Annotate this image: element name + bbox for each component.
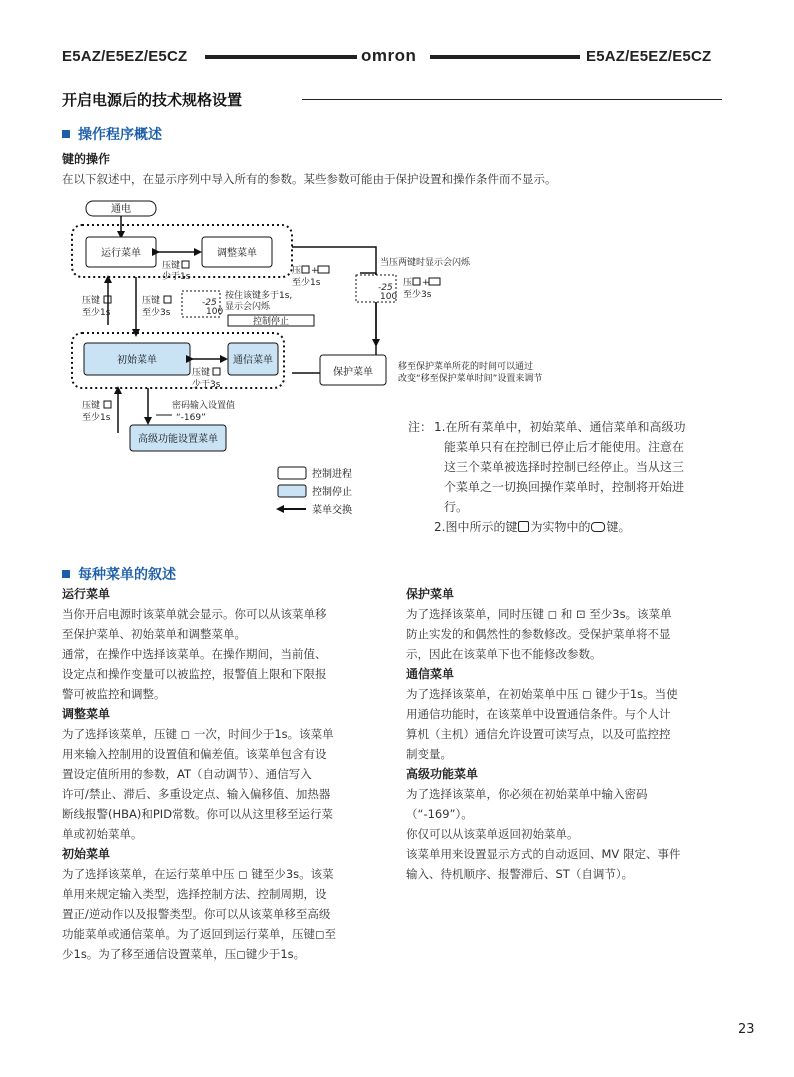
label-mid-b: 至少3s	[142, 308, 171, 318]
label-password-b: “-169”	[176, 413, 206, 423]
note-1-line: 这三个菜单被选择时控制已经停止。当从这三	[444, 460, 685, 474]
key-icon	[164, 296, 171, 303]
legend-stopped: 控制停止	[312, 487, 352, 498]
svg-text:+: +	[422, 278, 430, 288]
label-mid-a: 压键	[142, 296, 161, 306]
header-rule-left	[205, 55, 357, 59]
adjust-menu-label: 调整菜单	[217, 248, 257, 259]
section-title-rule	[302, 99, 722, 100]
run-menu-label: 运行菜单	[101, 248, 141, 259]
advanced-menu-label: 高级功能设置菜单	[138, 434, 218, 445]
label-bottom-b: 至少1s	[82, 413, 111, 423]
notes-block	[408, 417, 728, 537]
menu-desc-title: 调整菜单	[62, 707, 111, 721]
comm-menu-label: 通信菜单	[233, 355, 273, 366]
key-icon	[104, 401, 111, 408]
notes-label: 注：	[408, 420, 433, 434]
note-1-line: 个菜单之一切换回操作菜单时，控制将开始进	[444, 480, 685, 494]
label-press-less-1s-a: 压键	[162, 261, 181, 271]
menu-desc-title: 运行菜单	[62, 587, 111, 601]
legend-stopped-swatch	[278, 485, 306, 497]
legend-running-swatch	[278, 467, 306, 479]
menus-heading: 每种菜单的叙述	[62, 564, 176, 584]
menu-desc-title: 初始菜单	[62, 847, 111, 861]
overview-intro: 在以下叙述中，在显示序列中导入所有的参数。某些参数可能由于保护设置和操作条件而不显示。	[62, 172, 557, 186]
label-press-both-d: 至少3s	[403, 290, 432, 300]
protect-menu-label: 保护菜单	[333, 367, 373, 378]
key-icon	[213, 368, 220, 375]
label-comm-b: 少于3s	[192, 380, 221, 390]
header-model-left: E5AZ/E5EZ/E5CZ	[62, 48, 188, 65]
mode-key-icon	[318, 266, 329, 273]
note-1-line: 行。	[444, 500, 469, 514]
note-1-line: 1.在所有菜单中，初始菜单、通信菜单和高级功	[434, 420, 686, 434]
label-press-both-c: 压	[403, 278, 413, 288]
header-rule-right	[430, 55, 580, 59]
control-stop-label: 控制停止	[252, 317, 290, 327]
overview-heading: 操作程序概述	[62, 124, 162, 144]
svg-text:+: +	[311, 266, 319, 276]
omron-logo: omron	[361, 46, 417, 65]
note-2: 2.图中所示的键 为实物中的 键。	[434, 520, 631, 534]
label-press-both-a: 压	[292, 266, 302, 276]
label-protect-a: 移至保护菜单所花的时间可以通过	[398, 362, 534, 372]
label-password-a: 密码输入设置值	[172, 401, 236, 411]
legend-running: 控制进程	[312, 469, 352, 480]
label-left-a: 压键	[82, 296, 101, 306]
display-small-top: 100	[380, 292, 398, 302]
power-on-label: 通电	[111, 204, 131, 215]
display-small-mid: 100	[206, 307, 224, 317]
note-1-line: 能菜单只有在控制已停止后才能使用。注意在	[444, 440, 685, 454]
label-press-both-b: 至少1s	[292, 278, 321, 288]
label-protect-b: 改变“移至保护菜单时间”设置来调节	[398, 374, 543, 384]
heading-bullet-icon	[62, 130, 70, 138]
menu-desc-title: 高级功能菜单	[406, 767, 479, 781]
init-menu-label: 初始菜单	[117, 355, 157, 366]
oval-key-icon	[591, 522, 605, 532]
label-press-less-1s-b: 少于1s	[162, 272, 191, 282]
heading-bullet-icon	[62, 570, 70, 578]
key-icon	[518, 521, 529, 532]
key-icon	[413, 278, 420, 285]
menus-right-column: 保护菜单 为了选择该菜单，同时压键 ◻ 和 ⊡ 至少3s。该菜单 防止实发的和偶然性的参数修改。受保护菜单将不显 示，因此在该菜单下也不能修改参数。 通信菜单 为了选择该菜单，在初始菜单中压 ◻ 键少于1s。当使 用通信功能时，在该菜单中设置通信条件。与个人计 算机（主机）通信允许设置可读写点，以及可监控控 制变量。 高级功能菜单 为了选择该菜单，你必须在初始菜单中输入密码 （“-169”）。 你仅可以从该菜单返回初始菜单。 该菜单用来设置显示方式的自动返回、MV 限定、事件 输入、待机顺序、报警滞后、ST（自调节）。	[406, 584, 726, 884]
section-title: 开启电源后的技术规格设置	[62, 91, 243, 109]
label-left-b: 至少1s	[82, 308, 111, 318]
label-flash-top: 当压两键时显示会闪烁	[380, 258, 471, 268]
display-value-top: -25	[378, 283, 393, 293]
display-value-mid: -25	[202, 298, 217, 308]
menus-left-column: 运行菜单 当你开启电源时该菜单就会显示。你可以从该菜单移 至保护菜单、初始菜单和调整菜单。 通常，在操作中选择该菜单。在操作期间，当前值、 设定点和操作变量可以被监控，报警值上限和下限报 警可被监控和调整。 调整菜单 为了选择该菜单，压键 ◻ 一次，时间少于1s。该菜单 用来输入控制用的设置值和偏差值。该菜单包含有设 置设定值所用的参数，AT（自动调节）、通信写入 许可/禁止、滞后、多重设定点、输入偏移值、加热器 断线报警(HBA)和PID常数。你可以从这里移至运行菜 单或初始菜单。 初始菜单 为了选择该菜单，在运行菜单中压 ◻ 键至少3s。该菜 单用来规定输入类型，选择控制方法、控制周期，设 置正/逆动作以及报警类型。你可以从该菜单移至高级 功能菜单或通信菜单。为了返回到运行菜单，压键◻至 少1s。为了移至通信设置菜单，压◻键少于1s。	[62, 584, 382, 964]
legend-switch: 菜单交换	[312, 505, 352, 516]
menu-desc-title: 通信菜单	[406, 667, 455, 681]
key-icon	[302, 266, 309, 273]
label-hold-b: 显示会闪烁	[225, 302, 271, 312]
page-number: 23	[738, 1022, 755, 1037]
key-icon	[182, 261, 189, 268]
label-hold-a: 按住该键多于1s,	[225, 291, 293, 301]
label-bottom-a: 压键	[82, 401, 101, 411]
mode-key-icon	[429, 278, 440, 285]
label-comm-a: 压键	[192, 368, 211, 378]
key-operation-subheading: 键的操作	[62, 152, 111, 166]
header-model-right: E5AZ/E5EZ/E5CZ	[586, 48, 712, 65]
menu-desc-title: 保护菜单	[406, 587, 455, 601]
